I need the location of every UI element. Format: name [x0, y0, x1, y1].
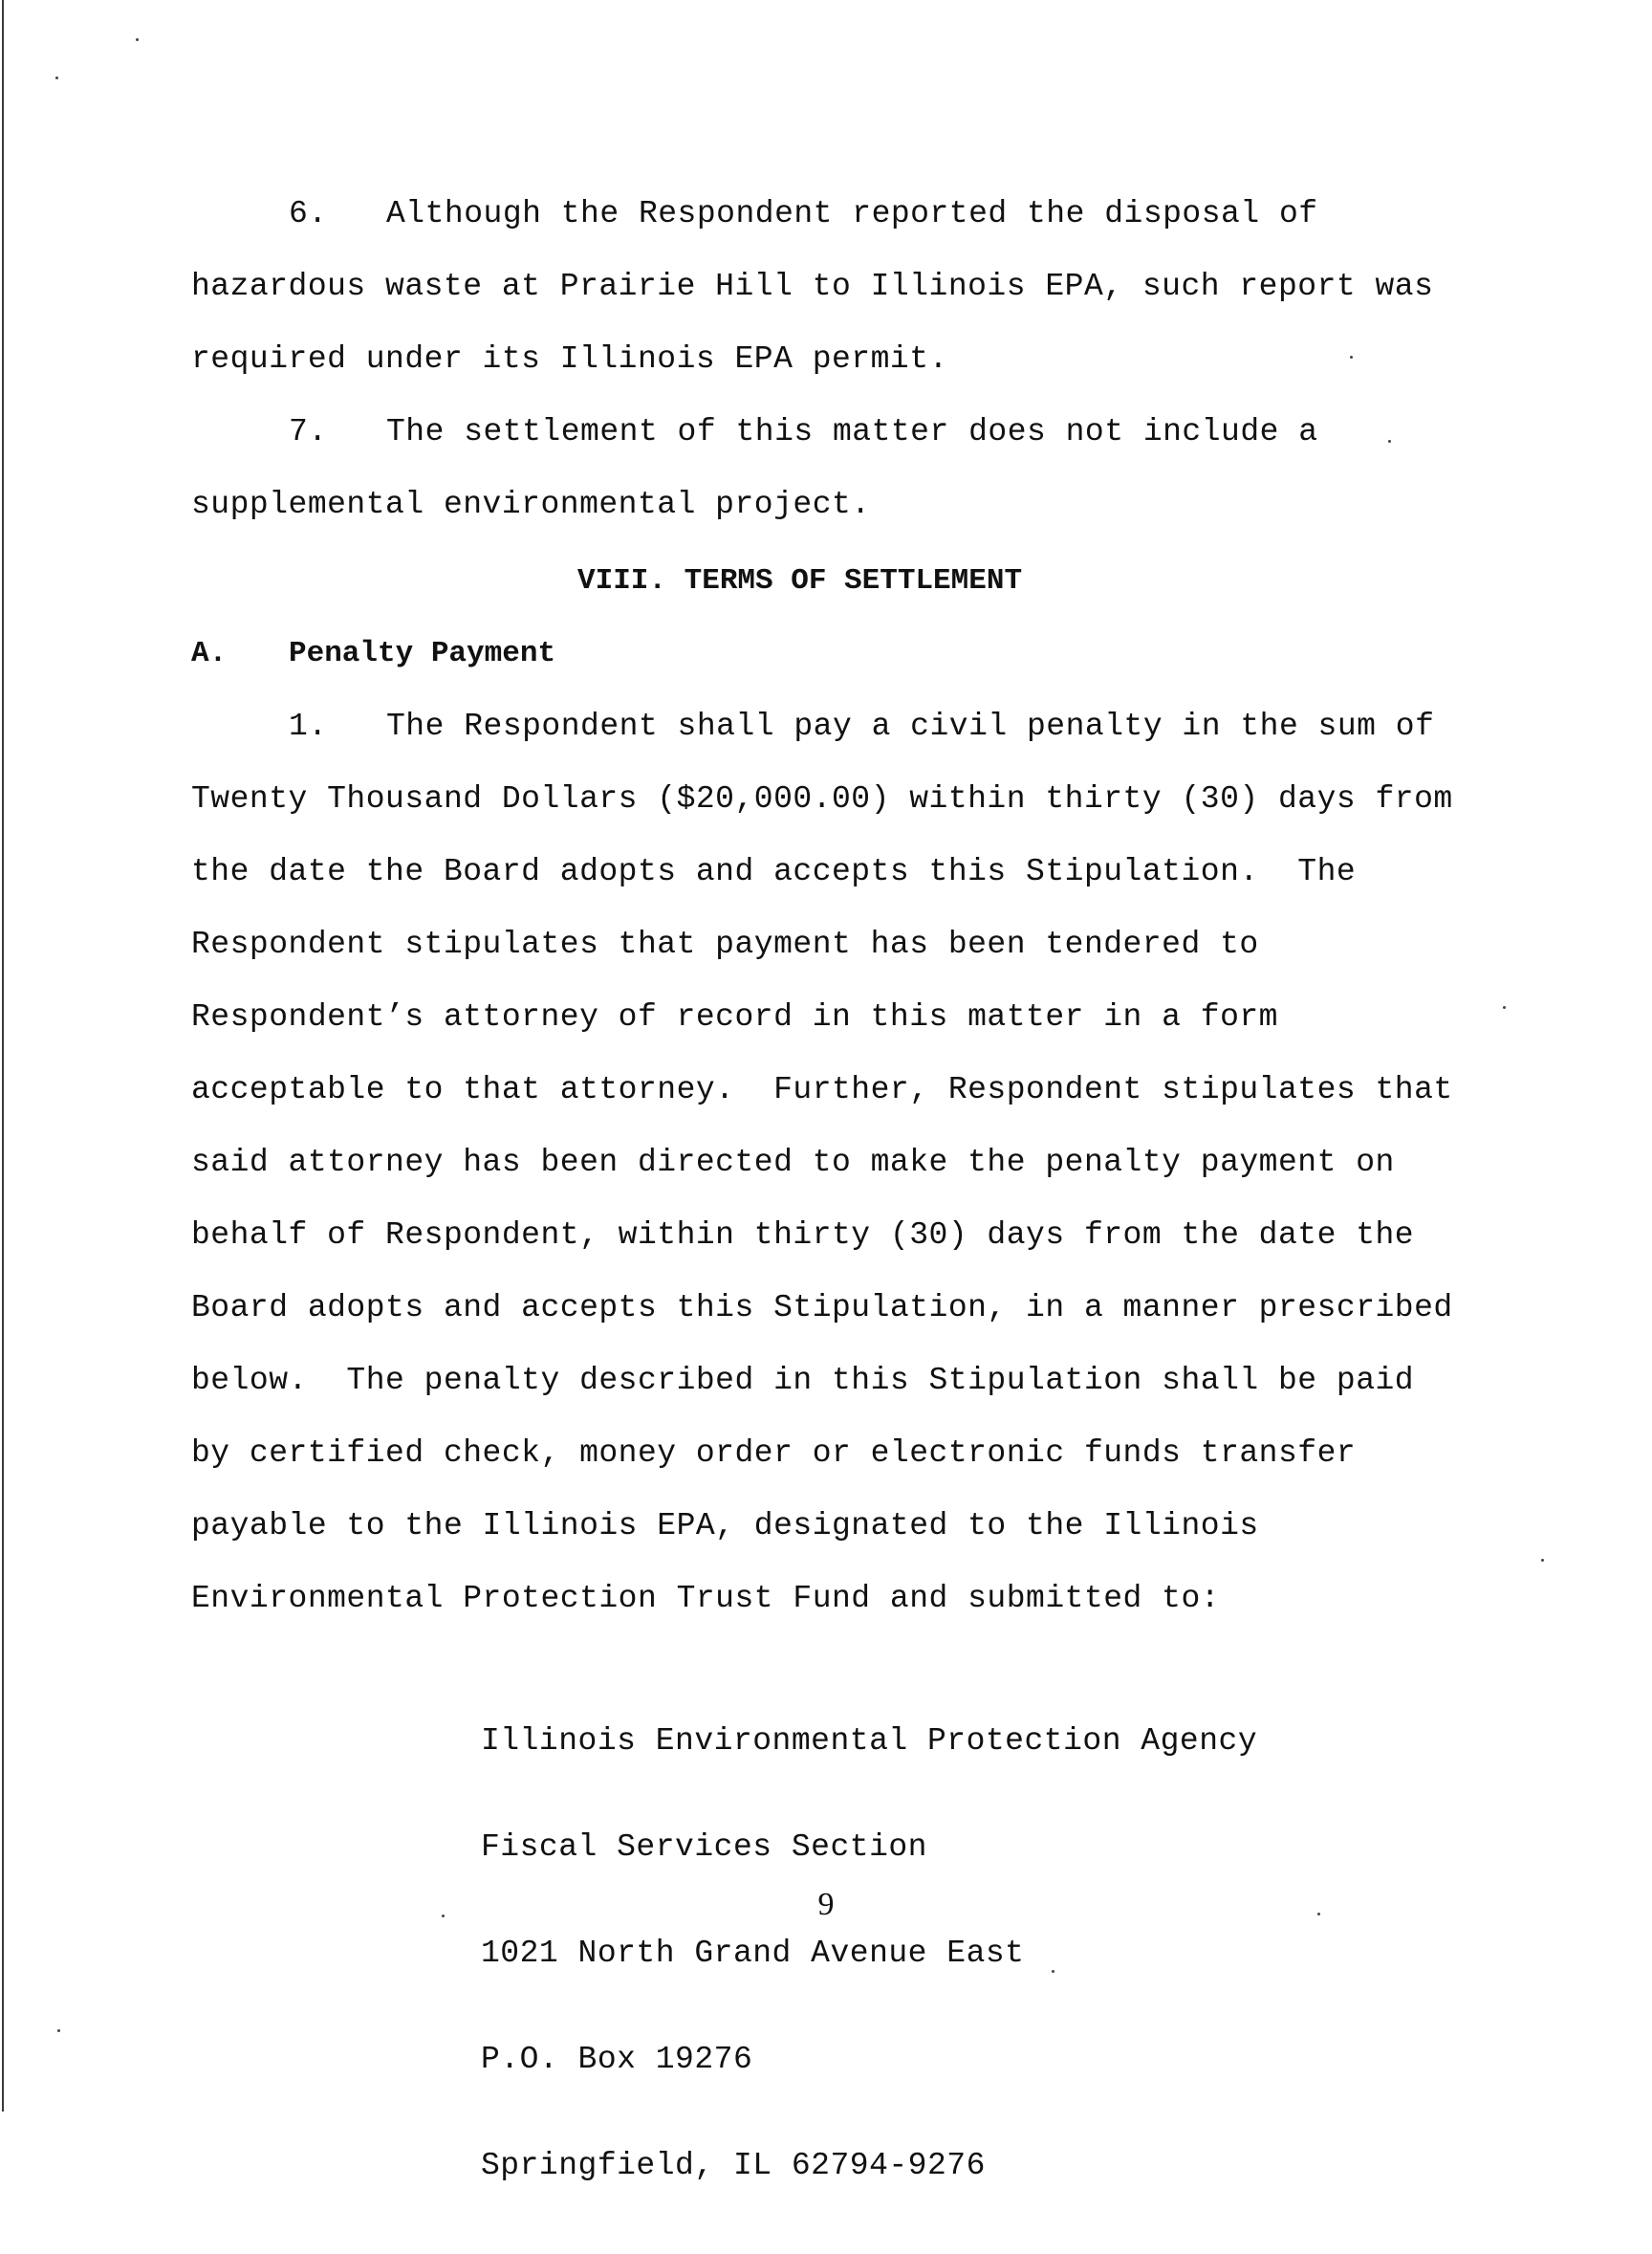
paragraph-1-line-9: Board adopts and accepts this Stipulation, in a manner prescribed: [191, 1290, 1453, 1325]
paragraph-1-line-1: [289, 708, 1434, 746]
scan-speck: [55, 77, 58, 79]
paragraph-7-line-1: [289, 413, 1318, 451]
address-line-1: Illinois Environmental Protection Agency: [481, 1723, 1258, 1759]
paragraph-6-line-2: hazardous waste at Prairie Hill to Illinois EPA, such report was: [191, 269, 1434, 304]
paragraph-7-number: 7.: [289, 414, 328, 449]
address-line-3: 1021 North Grand Avenue East: [481, 1936, 1025, 1971]
paragraph-1-line-4: Respondent stipulates that payment has been tendered to: [191, 927, 1259, 962]
scan-speck: [1388, 440, 1391, 443]
paragraph-7-text: The settlement of this matter does not include a: [386, 414, 1318, 449]
scan-speck: [1350, 356, 1353, 359]
subsection-title: Penalty Payment: [289, 637, 556, 670]
page-number: 9: [817, 1887, 835, 1922]
scan-speck: [136, 38, 139, 41]
address-line-2: Fiscal Services Section: [481, 1829, 927, 1865]
section-heading: VIII. TERMS OF SETTLEMENT: [577, 564, 1023, 598]
paragraph-1-line-7: said attorney has been directed to make the penalty payment on: [191, 1145, 1395, 1180]
paragraph-1-line-3: the date the Board adopts and accepts this Stipulation. The: [191, 854, 1357, 889]
paragraph-6-line-1: [289, 195, 1318, 233]
scan-speck: [1541, 1559, 1544, 1562]
mailing-address: [481, 1652, 1257, 2254]
paragraph-1-number: 1.: [289, 709, 328, 744]
address-line-4: P.O. Box 19276: [481, 2042, 753, 2077]
scan-speck: [1317, 1913, 1320, 1915]
paragraph-1-line-2: Twenty Thousand Dollars ($20,000.00) within thirty (30) days from: [191, 781, 1453, 817]
scan-speck: [442, 1915, 445, 1917]
paragraph-1-line-8: behalf of Respondent, within thirty (30) days from the date the: [191, 1217, 1415, 1253]
scan-speck: [1052, 1970, 1054, 1973]
paragraph-1-line-5: Respondent’s attorney of record in this matter in a form: [191, 999, 1278, 1035]
subsection-letter: A.: [191, 637, 228, 670]
paragraph-1-line-13: Environmental Protection Trust Fund and submitted to:: [191, 1581, 1221, 1616]
paragraph-6-text: Although the Respondent reported the disposal of: [386, 196, 1318, 231]
paragraph-1-text: The Respondent shall pay a civil penalty in the sum of: [386, 709, 1435, 744]
paragraph-1-line-11: by certified check, money order or electronic funds transfer: [191, 1435, 1357, 1471]
address-line-5: Springfield, IL 62794-9276: [481, 2148, 986, 2183]
paragraph-6-line-3: required under its Illinois EPA permit.: [191, 341, 948, 377]
scan-speck: [1503, 1006, 1506, 1009]
paragraph-1-line-10: below. The penalty described in this Stipulation shall be paid: [191, 1363, 1415, 1398]
paragraph-7-line-2: supplemental environmental project.: [191, 487, 871, 522]
paragraph-1-line-12: payable to the Illinois EPA, designated to the Illinois: [191, 1508, 1259, 1543]
paragraph-1-line-6: acceptable to that attorney. Further, Respondent stipulates that: [191, 1072, 1453, 1107]
scan-speck: [57, 2029, 60, 2032]
paragraph-6-number: 6.: [289, 196, 328, 231]
subsection-heading: [191, 635, 555, 673]
scan-edge-rule: [2, 0, 4, 2112]
